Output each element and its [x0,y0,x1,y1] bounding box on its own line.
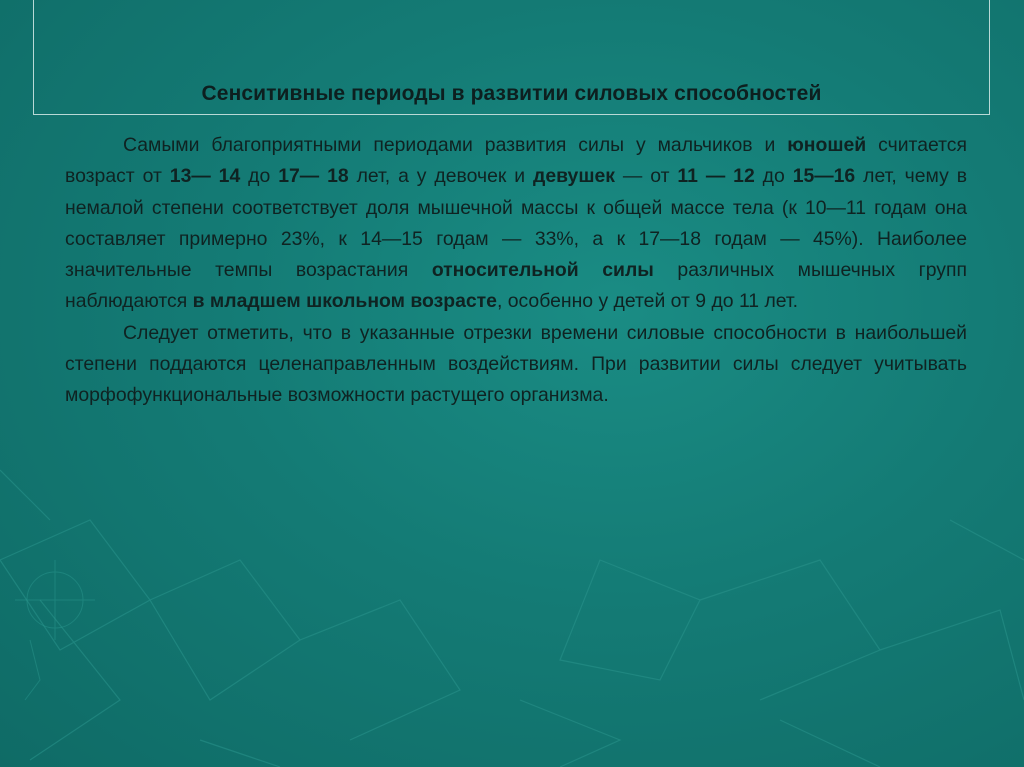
body-text [65,130,967,412]
paragraph-1-text: считается возраст от [65,134,967,188]
paragraph-1-bold: 17— 18 [278,165,349,188]
paragraph-1-text: Самыми благоприятными периодами развития силы у мальчиков и [123,134,788,156]
paragraph-1-bold: в младшем школьном возрасте [192,290,497,313]
paragraph-1-bold: относительной силы [431,259,654,282]
paragraph-1-text: — от [615,165,678,188]
paragraph-1-bold: юношей [787,134,867,156]
paragraph-1-text: лет, чему в немалой степени соответствует доля мышечной массы к общей массе тела (к 10—11 годам она составляет примерно 23%, к 14—15 годам — 33%, а к 17—18 годам — 45%). Наиболее значительные темпы возрастания [65,165,968,282]
paragraph-1 [65,130,967,318]
slide-title: Сенситивные периоды в развитии силовых способностей [201,82,822,105]
paragraph-1-bold: 11 — 12 [677,165,755,188]
paragraph-1-text: лет, а у девочек и [348,165,534,188]
paragraph-1-bold: 13— 14 [169,165,241,188]
paragraph-2: Следует отметить, что в указанные отрезки времени силовые способности в наибольшей степени поддаются целенаправленным воздействиям. При развитии силы следует учитывать морфофункциональные возможности растущего организма. [65,321,967,407]
paragraph-1-text: различных мышечных групп наблюдаются [65,259,967,313]
paragraph-1-bold: 15—16 [792,165,856,188]
paragraph-1-text: , особенно у детей от 9 до 11 лет. [496,290,799,313]
paragraph-1-text: до [240,165,279,188]
paragraph-1-text: до [754,165,793,188]
paragraph-1-bold: девушек [533,165,615,188]
